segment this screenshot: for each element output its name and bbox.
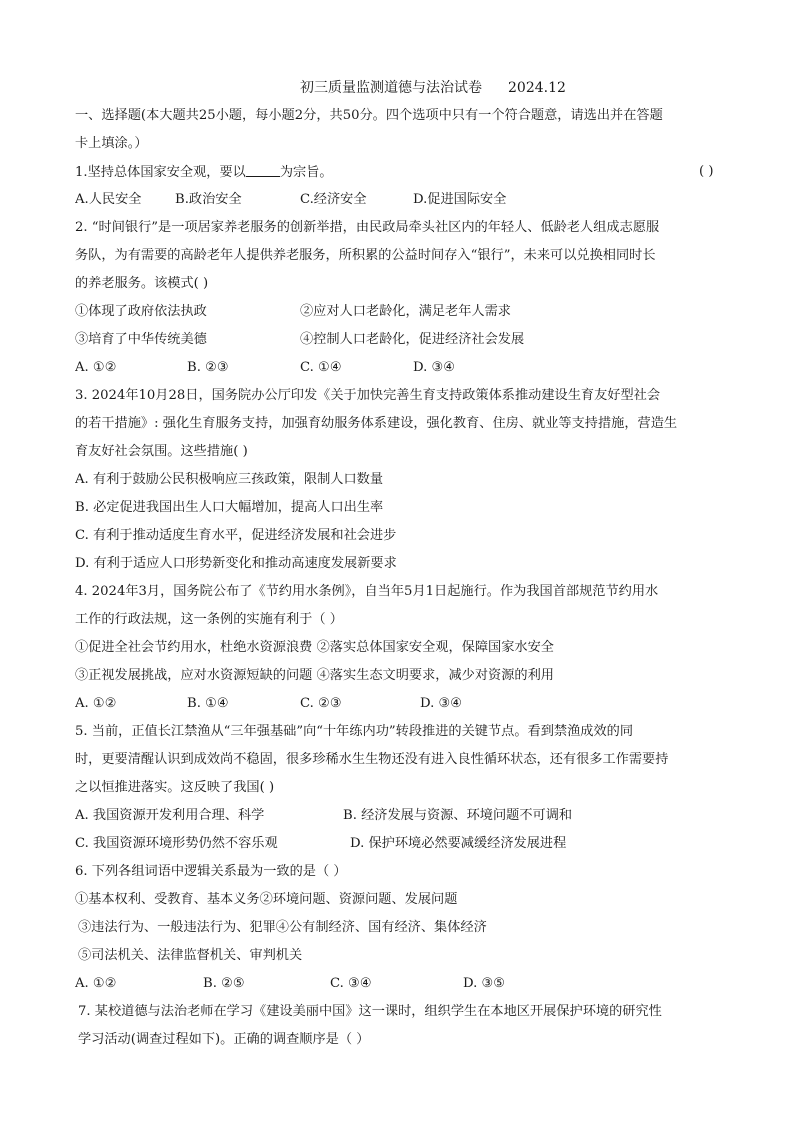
option-a: A.人民安全: [75, 192, 142, 207]
question-6-statements-1: ①基本权利、受教育、基本义务②环境问题、资源问题、发展问题: [75, 892, 458, 907]
section-instructions-line1: 一、选择题(本大题共25小题，每小题2分，共50分。四个选项中只有一个符合题意，请选出并在答题: [75, 108, 663, 123]
option-b: B. 经济发展与资源、环境问题不可调和: [343, 808, 573, 823]
question-2-statements-2: [75, 330, 735, 350]
question-4-statements-2: ③正视发展挑战，应对水资源短缺的问题 ④落实生态文明要求，减少对资源的利用: [75, 668, 554, 683]
option-d: D. ③⑤: [463, 976, 506, 991]
option-c: C. ③④: [330, 976, 372, 991]
question-6-line1: 6. 下列各组词语中逻辑关系最为一致的是（ ）: [75, 864, 347, 879]
option-b: B.政治安全: [175, 192, 242, 207]
question-4-line1: 4. 2024年3月，国务院公布了《节约用水条例》，自当年5月1日起施行。作为我国首部规范节约用水: [75, 584, 659, 599]
statement-4: ④控制人口老龄化，促进经济社会发展: [300, 332, 525, 347]
question-4-line2: 工作的行政法规，这一条例的实施有利于（ ）: [75, 612, 343, 627]
option-c: C. ②③: [300, 696, 342, 711]
question-5-line3: 之以恒推进落实。这反映了我国( ): [75, 780, 275, 795]
question-5-options-1: [75, 806, 735, 826]
question-5-line1: 5. 当前，正值长江禁渔从“三年强基础”向“十年练内功”转段推进的关键节点。看到禁渔成效的同: [75, 724, 634, 739]
question-2-statements-1: [75, 302, 735, 322]
question-3-line3: 育友好社会氛围。这些措施( ): [75, 444, 248, 459]
question-3-option-d: D. 有利于适应人口形势新变化和推动高速度发展新要求: [75, 556, 397, 571]
option-a: A. ①②: [75, 360, 117, 375]
option-b: B. ①④: [187, 696, 229, 711]
question-6-statements-3: ⑤司法机关、法律监督机关、审判机关: [78, 948, 303, 963]
question-2-line3: 的养老服务。该模式( ): [75, 276, 209, 291]
statement-1: ①体现了政府依法执政: [75, 304, 207, 319]
question-2-line1: 2. “时间银行”是一项居家养老服务的创新举措，由民政局牵头社区内的年轻人、低龄老人组成志愿服: [75, 220, 660, 235]
question-5-line2: 时，更要清醒认识到成效尚不稳固，很多珍稀水生生物还没有进入良性循环状态，还有很多工作需要持: [75, 752, 669, 767]
option-d: D.促进国际安全: [413, 192, 507, 207]
option-d: D. ③④: [413, 360, 456, 375]
question-3-line1: 3. 2024年10月28日，国务院办公厅印发《关于加快完善生育支持政策体系推动建设生育友好型社会: [75, 388, 661, 403]
question-6-statements-2: ③违法行为、一般违法行为、犯罪④公有制经济、国有经济、集体经济: [78, 920, 487, 935]
statement-3: ③培育了中华传统美德: [75, 332, 207, 347]
question-3-option-b: B. 必定促进我国出生人口大幅增加，提高人口出生率: [75, 500, 384, 515]
question-1-options: [75, 190, 735, 210]
exam-title: 初三质量监测道德与法治试卷: [300, 80, 482, 96]
option-d: D. ③④: [420, 696, 463, 711]
option-d: D. 保护环境必然要减缓经济发展进程: [350, 836, 567, 851]
answer-blank: [246, 162, 280, 177]
exam-title-line: [300, 78, 740, 98]
question-6-options: [75, 974, 735, 994]
question-7-line1: 7. 某校道德与法治老师在学习《建设美丽中国》这一课时，组织学生在本地区开展保护环境的研究性: [78, 1004, 662, 1019]
question-3-line2: 的若干措施》: 强化生育服务支持，加强育幼服务体系建设，强化教育、住房、就业等支持措施，营造生: [75, 416, 678, 431]
question-1-stem: 1.坚持总体国家安全观，要以 为宗旨。 ( ): [75, 164, 714, 180]
question-2-line2: 务队，为有需要的高龄老年人提供养老服务，所积累的公益时间存入“银行”，未来可以兑换相同时长: [75, 248, 656, 263]
option-a: A. ①②: [75, 696, 117, 711]
option-c: C. ①④: [300, 360, 342, 375]
statement-2: ②应对人口老龄化，满足老年人需求: [300, 304, 511, 319]
question-4-statements-1: ①促进全社会节约用水，杜绝水资源浪费 ②落实总体国家安全观，保障国家水安全: [75, 640, 554, 655]
option-b: B. ②⑤: [203, 976, 245, 991]
section-instructions-line2: 卡上填涂。）: [75, 136, 148, 151]
option-b: B. ②③: [187, 360, 229, 375]
question-2-options: [75, 358, 735, 378]
question-3-option-a: A. 有利于鼓励公民积极响应三孩政策，限制人口数量: [75, 472, 384, 487]
option-a: A. 我国资源开发利用合理、科学: [75, 808, 265, 823]
option-c: C. 我国资源环境形势仍然不容乐观: [75, 836, 278, 851]
option-a: A. ①②: [75, 976, 117, 991]
question-3-option-c: C. 有利于推动适度生育水平，促进经济发展和社会进步: [75, 528, 397, 543]
question-7-line2: 学习活动(调查过程如下)。正确的调查顺序是（ ）: [78, 1032, 370, 1047]
option-c: C.经济安全: [300, 192, 367, 207]
question-4-options: [75, 694, 735, 714]
exam-date: 2024.12: [508, 80, 566, 96]
answer-parentheses: ( ): [699, 164, 714, 179]
question-5-options-2: [75, 834, 735, 854]
